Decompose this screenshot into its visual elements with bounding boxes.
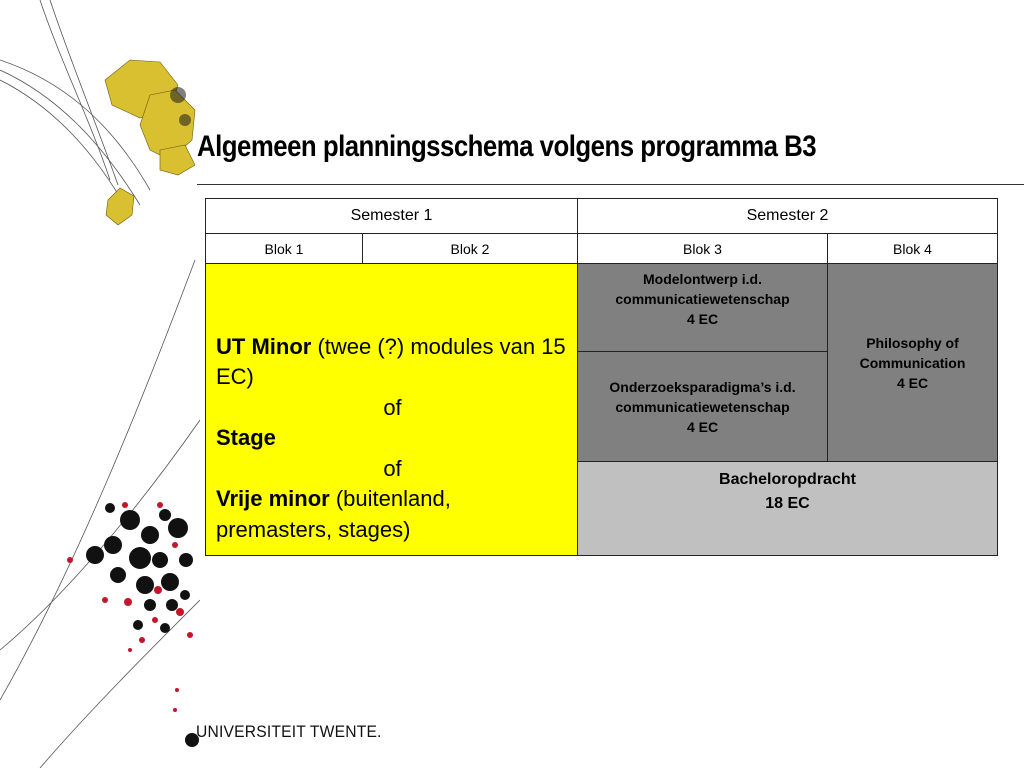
title-divider <box>197 184 1024 185</box>
blok-1-header: Blok 1 <box>206 234 363 264</box>
blok-4-header: Blok 4 <box>828 234 998 264</box>
onderzoek-cell <box>578 352 828 462</box>
bacheloropdracht-ec: 18 EC <box>765 495 810 512</box>
bacheloropdracht-cell <box>578 462 998 556</box>
modelontwerp-subtitle: communicatiewetenschap <box>615 291 790 307</box>
slide-title: Algemeen planningsschema volgens programma B3 <box>197 130 817 163</box>
ut-minor-desc: (twee (?) modules van 15 EC) <box>216 333 566 389</box>
gold-cluster <box>105 60 195 225</box>
block-header-row <box>206 234 998 264</box>
philosophy-title: Philosophy of <box>866 334 959 351</box>
philosophy-cell <box>828 264 998 462</box>
bacheloropdracht-title: Bacheloropdracht <box>719 471 856 488</box>
onderzoek-ec: 4 EC <box>686 418 719 435</box>
semester-2-header: Semester 2 <box>578 199 998 234</box>
modelontwerp-cell <box>578 264 828 352</box>
philosophy-ec: 4 EC <box>896 374 929 391</box>
onderzoek-title: Onderzoeksparadigma’s i.d. <box>609 378 796 395</box>
modelontwerp-title: Modelontwerp i.d. <box>643 271 762 287</box>
stage-label: Stage <box>216 425 276 450</box>
vrije-minor-label: Vrije minor <box>216 486 330 511</box>
black-dots <box>86 503 199 747</box>
blok-2-header: Blok 2 <box>363 234 578 264</box>
vrije-minor-desc: (buitenland, premasters, stages) <box>216 486 451 542</box>
or-label-1: of <box>383 394 402 420</box>
onderzoek-subtitle: communicatiewetenschap <box>615 398 790 415</box>
planning-table <box>205 198 998 556</box>
blok-3-header: Blok 3 <box>578 234 828 264</box>
decorative-artwork <box>0 0 200 768</box>
minor-cell <box>206 264 578 556</box>
philosophy-subtitle: Communication <box>859 354 966 371</box>
semester-header-row <box>206 199 998 234</box>
ut-minor-label: UT Minor <box>216 333 312 359</box>
or-label-2: of <box>383 455 402 481</box>
modelontwerp-ec: 4 EC <box>686 311 719 327</box>
university-logo: UNIVERSITEIT TWENTE. <box>196 722 382 741</box>
semester-1-header: Semester 1 <box>206 199 578 234</box>
